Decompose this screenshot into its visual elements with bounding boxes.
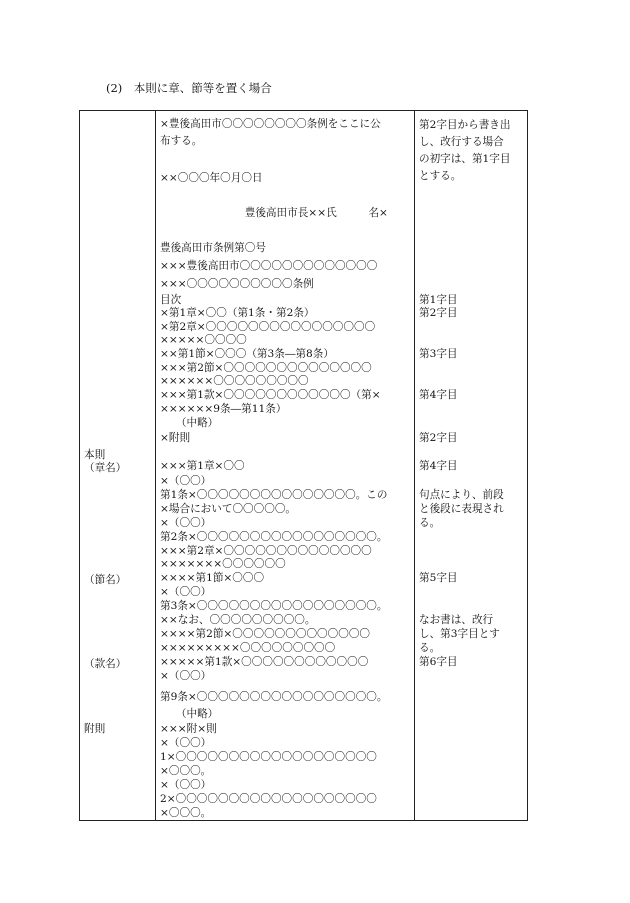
example-line: ×××豊後高田市〇〇〇〇〇〇〇〇〇〇〇〇〇 bbox=[160, 260, 378, 272]
example-line: 第3条×〇〇〇〇〇〇〇〇〇〇〇〇〇〇〇〇〇。 bbox=[160, 600, 388, 612]
note-line: る。 bbox=[419, 517, 441, 529]
structure-label: （節名） bbox=[84, 574, 127, 586]
example-line: 布する。 bbox=[160, 135, 203, 147]
example-line: ××第1節×〇〇〇（第3条―第8条） bbox=[160, 348, 334, 360]
example-line: ×〇〇〇。 bbox=[160, 807, 212, 819]
note-line: し、改行する場合 bbox=[419, 136, 504, 148]
example-line: ×××附×則 bbox=[160, 723, 217, 735]
example-line: 第1条×〇〇〇〇〇〇〇〇〇〇〇〇〇〇〇。この bbox=[160, 489, 388, 501]
note-line: 第2字目 bbox=[419, 307, 458, 319]
note-line: の初字は、第1字目 bbox=[419, 153, 511, 165]
note-line: 句点により、前段 bbox=[419, 489, 504, 501]
note-line: 第5字目 bbox=[419, 572, 458, 584]
column-divider bbox=[155, 111, 156, 820]
example-line: ×場合において〇〇〇〇〇。 bbox=[160, 503, 297, 515]
example-line: ×××××〇〇〇〇 bbox=[160, 334, 247, 346]
example-line: ×××××××〇〇〇〇〇〇 bbox=[160, 558, 286, 570]
note-line: る。 bbox=[419, 642, 441, 654]
note-line: なお書は、改行 bbox=[419, 614, 494, 626]
note-line: 第6字目 bbox=[419, 656, 458, 668]
example-line: ×（〇〇） bbox=[160, 475, 212, 487]
format-table bbox=[79, 110, 528, 821]
example-line: ××××××9条―第11条） bbox=[160, 403, 287, 415]
example-line: ×第2章×〇〇〇〇〇〇〇〇〇〇〇〇〇〇〇〇 bbox=[160, 321, 376, 333]
example-line: ×××××第1款×〇〇〇〇〇〇〇〇〇〇〇〇 bbox=[160, 656, 369, 668]
example-line: （中略） bbox=[160, 417, 219, 429]
structure-label: 本則 bbox=[84, 449, 106, 461]
example-line: ×××第2章×〇〇〇〇〇〇〇〇〇〇〇〇〇〇 bbox=[160, 545, 372, 557]
example-line: ×（〇〇） bbox=[160, 670, 212, 682]
example-line: ×××第1章×〇〇 bbox=[160, 460, 245, 472]
example-line: 1×〇〇〇〇〇〇〇〇〇〇〇〇〇〇〇〇〇〇〇 bbox=[160, 751, 377, 763]
example-line: ×××第2節×〇〇〇〇〇〇〇〇〇〇〇〇〇〇 bbox=[160, 362, 372, 374]
example-line: ××〇〇〇年〇月〇日 bbox=[160, 172, 263, 184]
section-heading: (2) 本則に章、節等を置く場合 bbox=[106, 81, 272, 95]
example-line: ××××第2節×〇〇〇〇〇〇〇〇〇〇〇〇〇 bbox=[160, 628, 371, 640]
example-line: ××××××〇〇〇〇〇〇〇〇〇 bbox=[160, 375, 309, 387]
example-line: ×豊後高田市〇〇〇〇〇〇〇〇条例をここに公 bbox=[160, 118, 381, 130]
example-line: ×（〇〇） bbox=[160, 737, 212, 749]
example-line: ×第1章×〇〇（第1条・第2条） bbox=[160, 307, 315, 319]
example-line: 目次 bbox=[160, 294, 182, 306]
note-line: 第1字目 bbox=[419, 294, 458, 306]
example-line: ×××××××××〇〇〇〇〇〇〇〇〇 bbox=[160, 642, 336, 654]
note-line: と後段に表現され bbox=[419, 503, 504, 515]
example-line: 2×〇〇〇〇〇〇〇〇〇〇〇〇〇〇〇〇〇〇〇 bbox=[160, 793, 377, 805]
example-line: ×××第1款×〇〇〇〇〇〇〇〇〇〇〇〇（第× bbox=[160, 389, 381, 401]
example-line: 豊後高田市長××氏 名× bbox=[160, 207, 388, 219]
example-line: ×附則 bbox=[160, 432, 191, 444]
note-line: 第4字目 bbox=[419, 460, 458, 472]
note-line: 第2字目から書き出 bbox=[419, 119, 511, 131]
example-line: 豊後高田市条例第〇号 bbox=[160, 242, 266, 254]
structure-label: （章名） bbox=[84, 462, 127, 474]
example-line: ×（〇〇） bbox=[160, 779, 212, 791]
example-line: ××××第1節×〇〇〇 bbox=[160, 572, 265, 584]
column-divider bbox=[414, 111, 415, 820]
example-line: （中略） bbox=[160, 708, 219, 720]
structure-label: 附則 bbox=[84, 723, 106, 735]
example-line: ×（〇〇） bbox=[160, 517, 212, 529]
note-line: とする。 bbox=[419, 170, 462, 182]
example-line: ×××〇〇〇〇〇〇〇〇〇〇条例 bbox=[160, 278, 314, 290]
note-line: し、第3字目とす bbox=[419, 628, 500, 640]
example-line: ×〇〇〇。 bbox=[160, 765, 212, 777]
structure-label: （款名） bbox=[84, 658, 127, 670]
example-line: 第9条×〇〇〇〇〇〇〇〇〇〇〇〇〇〇〇〇〇。 bbox=[160, 691, 388, 703]
note-line: 第4字目 bbox=[419, 389, 458, 401]
note-line: 第3字目 bbox=[419, 348, 458, 360]
example-line: 第2条×〇〇〇〇〇〇〇〇〇〇〇〇〇〇〇〇〇。 bbox=[160, 531, 388, 543]
example-line: ××なお、〇〇〇〇〇〇〇〇〇。 bbox=[160, 614, 316, 626]
example-line: ×（〇〇） bbox=[160, 586, 212, 598]
note-line: 第2字目 bbox=[419, 432, 458, 444]
